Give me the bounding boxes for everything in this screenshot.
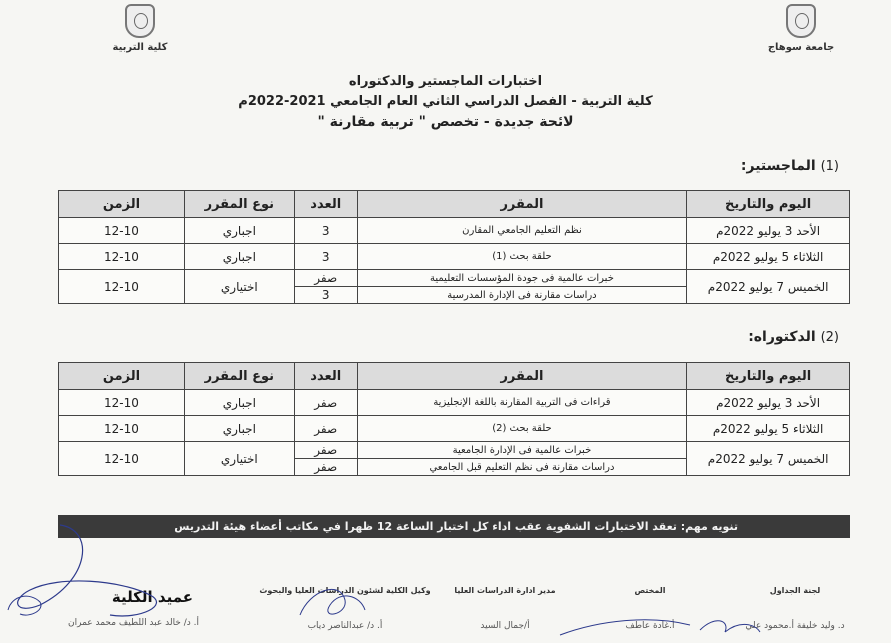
dean-signature-block [8, 588, 253, 628]
vice-dean-title: وكيل الكلية لشئون الدراسات العليا والبحوث [259, 586, 431, 595]
time-cell: 12-10 [59, 416, 185, 442]
doctorate-schedule-table [58, 362, 850, 476]
university-name: جامعة سوهاج [767, 42, 835, 53]
course-cell: خبرات عالمية فى الإدارة الجامعية [357, 442, 687, 459]
day-cell: الثلاثاء 5 يوليو 2022م [687, 416, 850, 442]
doctorate-section-label: الدكتوراه: [748, 329, 816, 345]
doctorate-section-number: (2) [820, 330, 839, 345]
university-logo [761, 4, 841, 53]
column-header-time: الزمن [59, 363, 185, 390]
time-cell: 12-10 [59, 270, 185, 304]
count-cell: صفر [294, 459, 357, 476]
column-header-count: العدد [294, 191, 357, 218]
committee-title: لجنة الجداول [769, 586, 821, 595]
document-titles [0, 72, 891, 132]
doctorate-section-title [748, 329, 839, 345]
count-cell: 3 [294, 287, 357, 304]
course-cell: حلقة بحث (2) [357, 416, 687, 442]
faculty-name: كلية التربية [112, 42, 168, 53]
column-header-day: اليوم والتاريخ [687, 191, 850, 218]
masters-section-label: الماجستير: [740, 158, 816, 174]
day-cell: الخميس 7 يوليو 2022م [687, 270, 850, 304]
column-header-count: العدد [294, 363, 357, 390]
table-row [59, 442, 850, 459]
dean-name: أ. د/ خالد عبد اللطيف محمد عمران [68, 618, 199, 628]
table-row [59, 218, 850, 244]
course-cell: دراسات مقارنة فى نظم التعليم قبل الجامعي [357, 459, 687, 476]
title-line-1: اختبارات الماجستير والدكتوراه [348, 74, 543, 89]
dean-title: عميد الكلية [111, 588, 193, 606]
committee-signature-block [705, 586, 885, 631]
type-cell: اجباري [184, 218, 294, 244]
vice-dean-signature-block [255, 586, 435, 631]
day-cell: الخميس 7 يوليو 2022م [687, 442, 850, 476]
specialist-name: أ.غادة عاطف [625, 621, 675, 631]
table-row [59, 390, 850, 416]
university-seal-icon [786, 4, 816, 38]
faculty-logo [100, 4, 180, 53]
specialist-signature-block [600, 586, 700, 631]
count-cell: 3 [294, 218, 357, 244]
course-cell: نظم التعليم الجامعي المقارن [357, 218, 687, 244]
title-line-3: لائحة جديدة - تخصص " تربية مقارنة " [317, 114, 574, 130]
specialist-title: المختص [634, 586, 666, 595]
count-cell: صفر [294, 416, 357, 442]
count-cell: صفر [294, 390, 357, 416]
table-row [59, 244, 850, 270]
important-notice-banner: تنويه مهم: تعقد الاختبارات الشفوية عقب اداء كل اختبار الساعة 12 ظهرا في مكاتب أعضاء هيئة التدريس [58, 515, 850, 538]
type-cell: اجباري [184, 244, 294, 270]
faculty-seal-icon [125, 4, 155, 38]
table-header-row [59, 191, 850, 218]
count-cell: صفر [294, 442, 357, 459]
column-header-course: المقرر [357, 363, 687, 390]
course-cell: دراسات مقارنة فى الإدارة المدرسية [357, 287, 687, 304]
committee-names: د. وليد خليفة أ.محمود علي [745, 621, 845, 631]
time-cell: 12-10 [59, 218, 185, 244]
course-cell: خبرات عالمية فى جودة المؤسسات التعليمية [357, 270, 687, 287]
day-cell: الأحد 3 يوليو 2022م [687, 218, 850, 244]
time-cell: 12-10 [59, 442, 185, 476]
course-cell: حلقة بحث (1) [357, 244, 687, 270]
table-row [59, 270, 850, 287]
count-cell: صفر [294, 270, 357, 287]
director-title: مدير ادارة الدراسات العليا [454, 586, 556, 595]
masters-schedule-table [58, 190, 850, 304]
column-header-course: المقرر [357, 191, 687, 218]
column-header-time: الزمن [59, 191, 185, 218]
day-cell: الأحد 3 يوليو 2022م [687, 390, 850, 416]
column-header-type: نوع المقرر [184, 191, 294, 218]
time-cell: 12-10 [59, 244, 185, 270]
type-cell: اجباري [184, 390, 294, 416]
title-line-2: كلية التربية - الفصل الدراسي الثاني العام الجامعي 2021-2022م [238, 94, 653, 109]
time-cell: 12-10 [59, 390, 185, 416]
course-cell: قراءات فى التربية المقارنة باللغة الإنجليزية [357, 390, 687, 416]
type-cell: اختياري [184, 442, 294, 476]
masters-section-title [741, 158, 839, 174]
column-header-day: اليوم والتاريخ [687, 363, 850, 390]
table-header-row [59, 363, 850, 390]
column-header-type: نوع المقرر [184, 363, 294, 390]
director-name: أ/جمال السيد [480, 621, 530, 631]
vice-dean-name: أ. د/ عبدالناصر دياب [307, 621, 383, 631]
director-signature-block [430, 586, 580, 631]
masters-section-number: (1) [820, 159, 839, 174]
type-cell: اختياري [184, 270, 294, 304]
count-cell: 3 [294, 244, 357, 270]
day-cell: الثلاثاء 5 يوليو 2022م [687, 244, 850, 270]
type-cell: اجباري [184, 416, 294, 442]
table-row [59, 416, 850, 442]
